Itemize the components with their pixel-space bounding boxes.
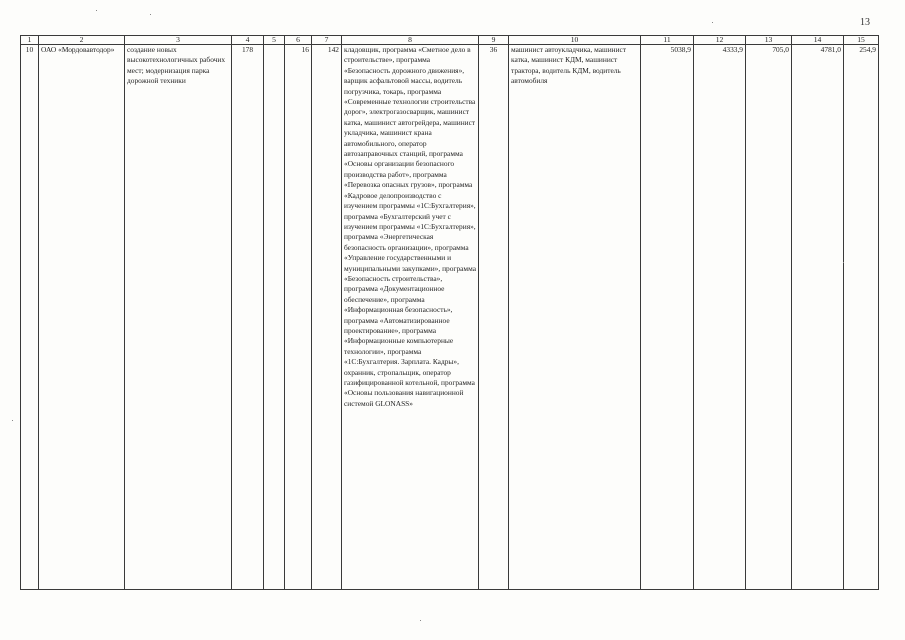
column-header-2: 2: [39, 36, 125, 45]
column-header-5: 5: [264, 36, 285, 45]
table-row: [21, 45, 879, 590]
scan-speck: [843, 262, 844, 263]
value-col-5: [264, 45, 285, 590]
organization-name: ОАО «Мордовавтодор»: [39, 45, 125, 590]
column-header-1: 1: [21, 36, 39, 45]
column-header-15: 15: [844, 36, 879, 45]
scan-speck: [150, 14, 151, 15]
column-header-6: 6: [285, 36, 312, 45]
value-col-13: 705,0: [746, 45, 792, 590]
column-header-12: 12: [694, 36, 746, 45]
project-description: создание новых высокотехнологичных рабочих мест; модернизация парка дорожной техники: [125, 45, 232, 590]
value-col-11: 5038,9: [641, 45, 694, 590]
row-number: 10: [21, 45, 39, 590]
value-col-12: 4333,9: [694, 45, 746, 590]
scan-speck: [712, 22, 713, 23]
column-header-10: 10: [509, 36, 641, 45]
column-header-3: 3: [125, 36, 232, 45]
column-header-4: 4: [232, 36, 264, 45]
value-col-15: 254,9: [844, 45, 879, 590]
page-number: 13: [860, 17, 870, 28]
column-header-8: 8: [342, 36, 479, 45]
column-header-7: 7: [312, 36, 342, 45]
training-programs: кладовщик, программа «Сметное дело в строительстве», программа «Безопасность дорожного движения», варщик асфальтовой массы, водитель погрузчика, токарь, программа «Современные технологии строительства дорог», электрогазосварщик, машинист катка, машинист автогрейдера, машинист укладчика, машинист крана автомобильного, оператор автозаправочных станций, программа «Основы организации безопасного производства работ», программа «Перевозка опасных грузов», программа «Кадровое делопроизводство с изучением программы «1С:Бухгалтерия», программа «Бухгалтерский учет с изучением программы «1С:Бухгалтерия», программа «Энергетическая безопасность организации», программа «Управление государственными и муниципальными закупками», программа «Безопасность строительства», программа «Документационное обеспечение», программа «Информационная безопасность», программа «Автоматизированное проектирование», программа «Информационные компьютерные технологии», программа «1С:Бухгалтерия. Зарплата. Кадры», охранник, стропальщик, оператор газифицированной котельной, программа «Основы пользования навигационной системой GLONASS»: [342, 45, 479, 590]
value-col-7: 142: [312, 45, 342, 590]
data-table: [20, 35, 879, 590]
scan-speck: [12, 420, 13, 421]
value-col-14: 4781,0: [792, 45, 844, 590]
column-number-row: [21, 36, 879, 45]
column-header-9: 9: [479, 36, 509, 45]
column-header-13: 13: [746, 36, 792, 45]
scan-speck: [96, 10, 97, 11]
scan-speck: [420, 620, 421, 621]
professions-list: машинист автоукладчика, машинист катка, машинист КДМ, машинист трактора, водитель КДМ, водитель автомобиля: [509, 45, 641, 590]
column-header-14: 14: [792, 36, 844, 45]
column-header-11: 11: [641, 36, 694, 45]
value-col-4: 178: [232, 45, 264, 590]
value-col-9: 36: [479, 45, 509, 590]
value-col-6: 16: [285, 45, 312, 590]
